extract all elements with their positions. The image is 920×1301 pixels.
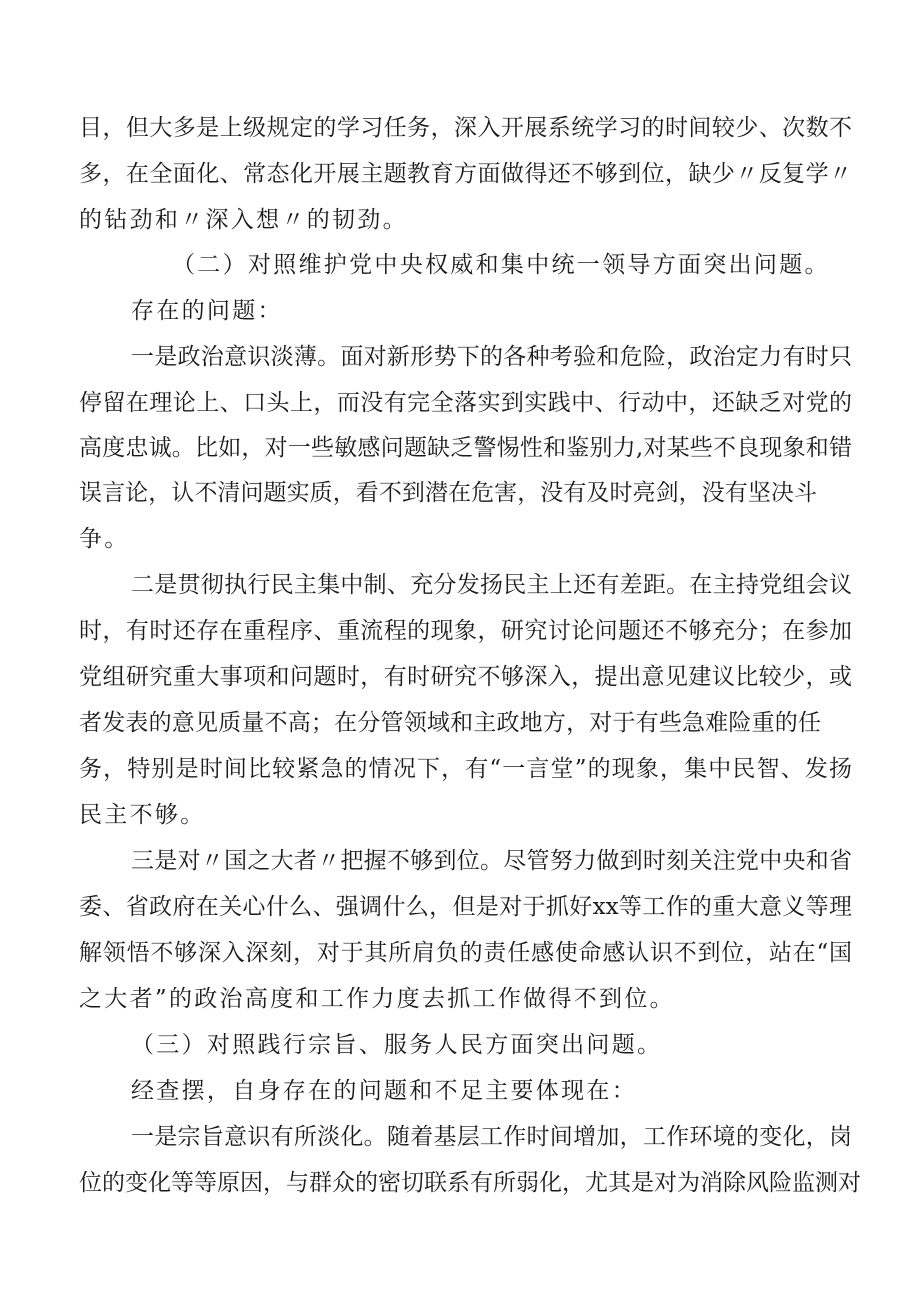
text-line: 存在的问题： <box>131 298 283 324</box>
text-line: 位的变化等等原因，与群众的密切联系有所弱化，尤其是对为消除风险监测对 <box>79 1170 861 1196</box>
section-heading: （三）对照践行宗旨、服务人民方面突出问题。 <box>131 1032 663 1058</box>
text-line: 多，在全面化、常态化开展主题教育方面做得还不够到位，缺少〃反复学〃 <box>79 161 852 187</box>
text-line: 一是政治意识淡薄。面对新形势下的各种考验和危险，政治定力有时只 <box>131 344 852 370</box>
text-line: 之大者”的政治高度和工作力度去抓工作做得不到位。 <box>79 986 675 1012</box>
text-line: 误言论，认不清问题实质，看不到潜在危害，没有及时亮剑，没有坚决斗 <box>79 480 817 506</box>
text-line: 停留在理论上、口头上，而没有完全落实到实践中、行动中，还缺乏对党的 <box>79 390 852 416</box>
text-line: 务，特别是时间比较紧急的情况下，有“一言堂”的现象，集中民智、发扬 <box>79 756 852 782</box>
text-line: 三是对〃国之大者〃把握不够到位。尽管努力做到时刻关注党中央和省 <box>131 848 852 874</box>
text-line: 经查摆，自身存在的问题和不足主要体现在： <box>131 1078 637 1104</box>
text-line: 者发表的意见质量不高；在分管领域和主政地方，对于有些急难险重的任 <box>79 710 821 736</box>
text-line: 解领悟不够深入深刻，对于其所肩负的责任感使命感认识不到位，站在“国 <box>79 940 852 966</box>
text-line: 争。 <box>79 526 130 552</box>
text-line: 一是宗旨意识有所淡化。随着基层工作时间增加，工作环境的变化，岗 <box>131 1124 852 1150</box>
text-line: 二是贯彻执行民主集中制、充分发扬民主上还有差距。在主持党组会议 <box>131 572 852 598</box>
section-heading: （二）对照维护党中央权威和集中统一领导方面突出问题。 <box>172 252 830 278</box>
text-line: 高度忠诚。比如，对一些敏感问题缺乏警惕性和鉴别力,对某些不良现象和错 <box>79 435 852 461</box>
text-line: 民主不够。 <box>79 802 206 828</box>
text-line: 目，但大多是上级规定的学习任务，深入开展系统学习的时间较少、次数不 <box>79 115 852 141</box>
text-line: 委、省政府在关心什么、强调什么，但是对于抓好xx等工作的重大意义等理 <box>79 894 852 920</box>
text-line: 党组研究重大事项和问题时，有时研究不够深入，提出意见建议比较少，或 <box>79 664 852 690</box>
text-line: 的钻劲和〃深入想〃的韧劲。 <box>79 207 408 233</box>
text-line: 时，有时还存在重程序、重流程的现象，研究讨论问题还不够充分；在参加 <box>79 618 852 644</box>
